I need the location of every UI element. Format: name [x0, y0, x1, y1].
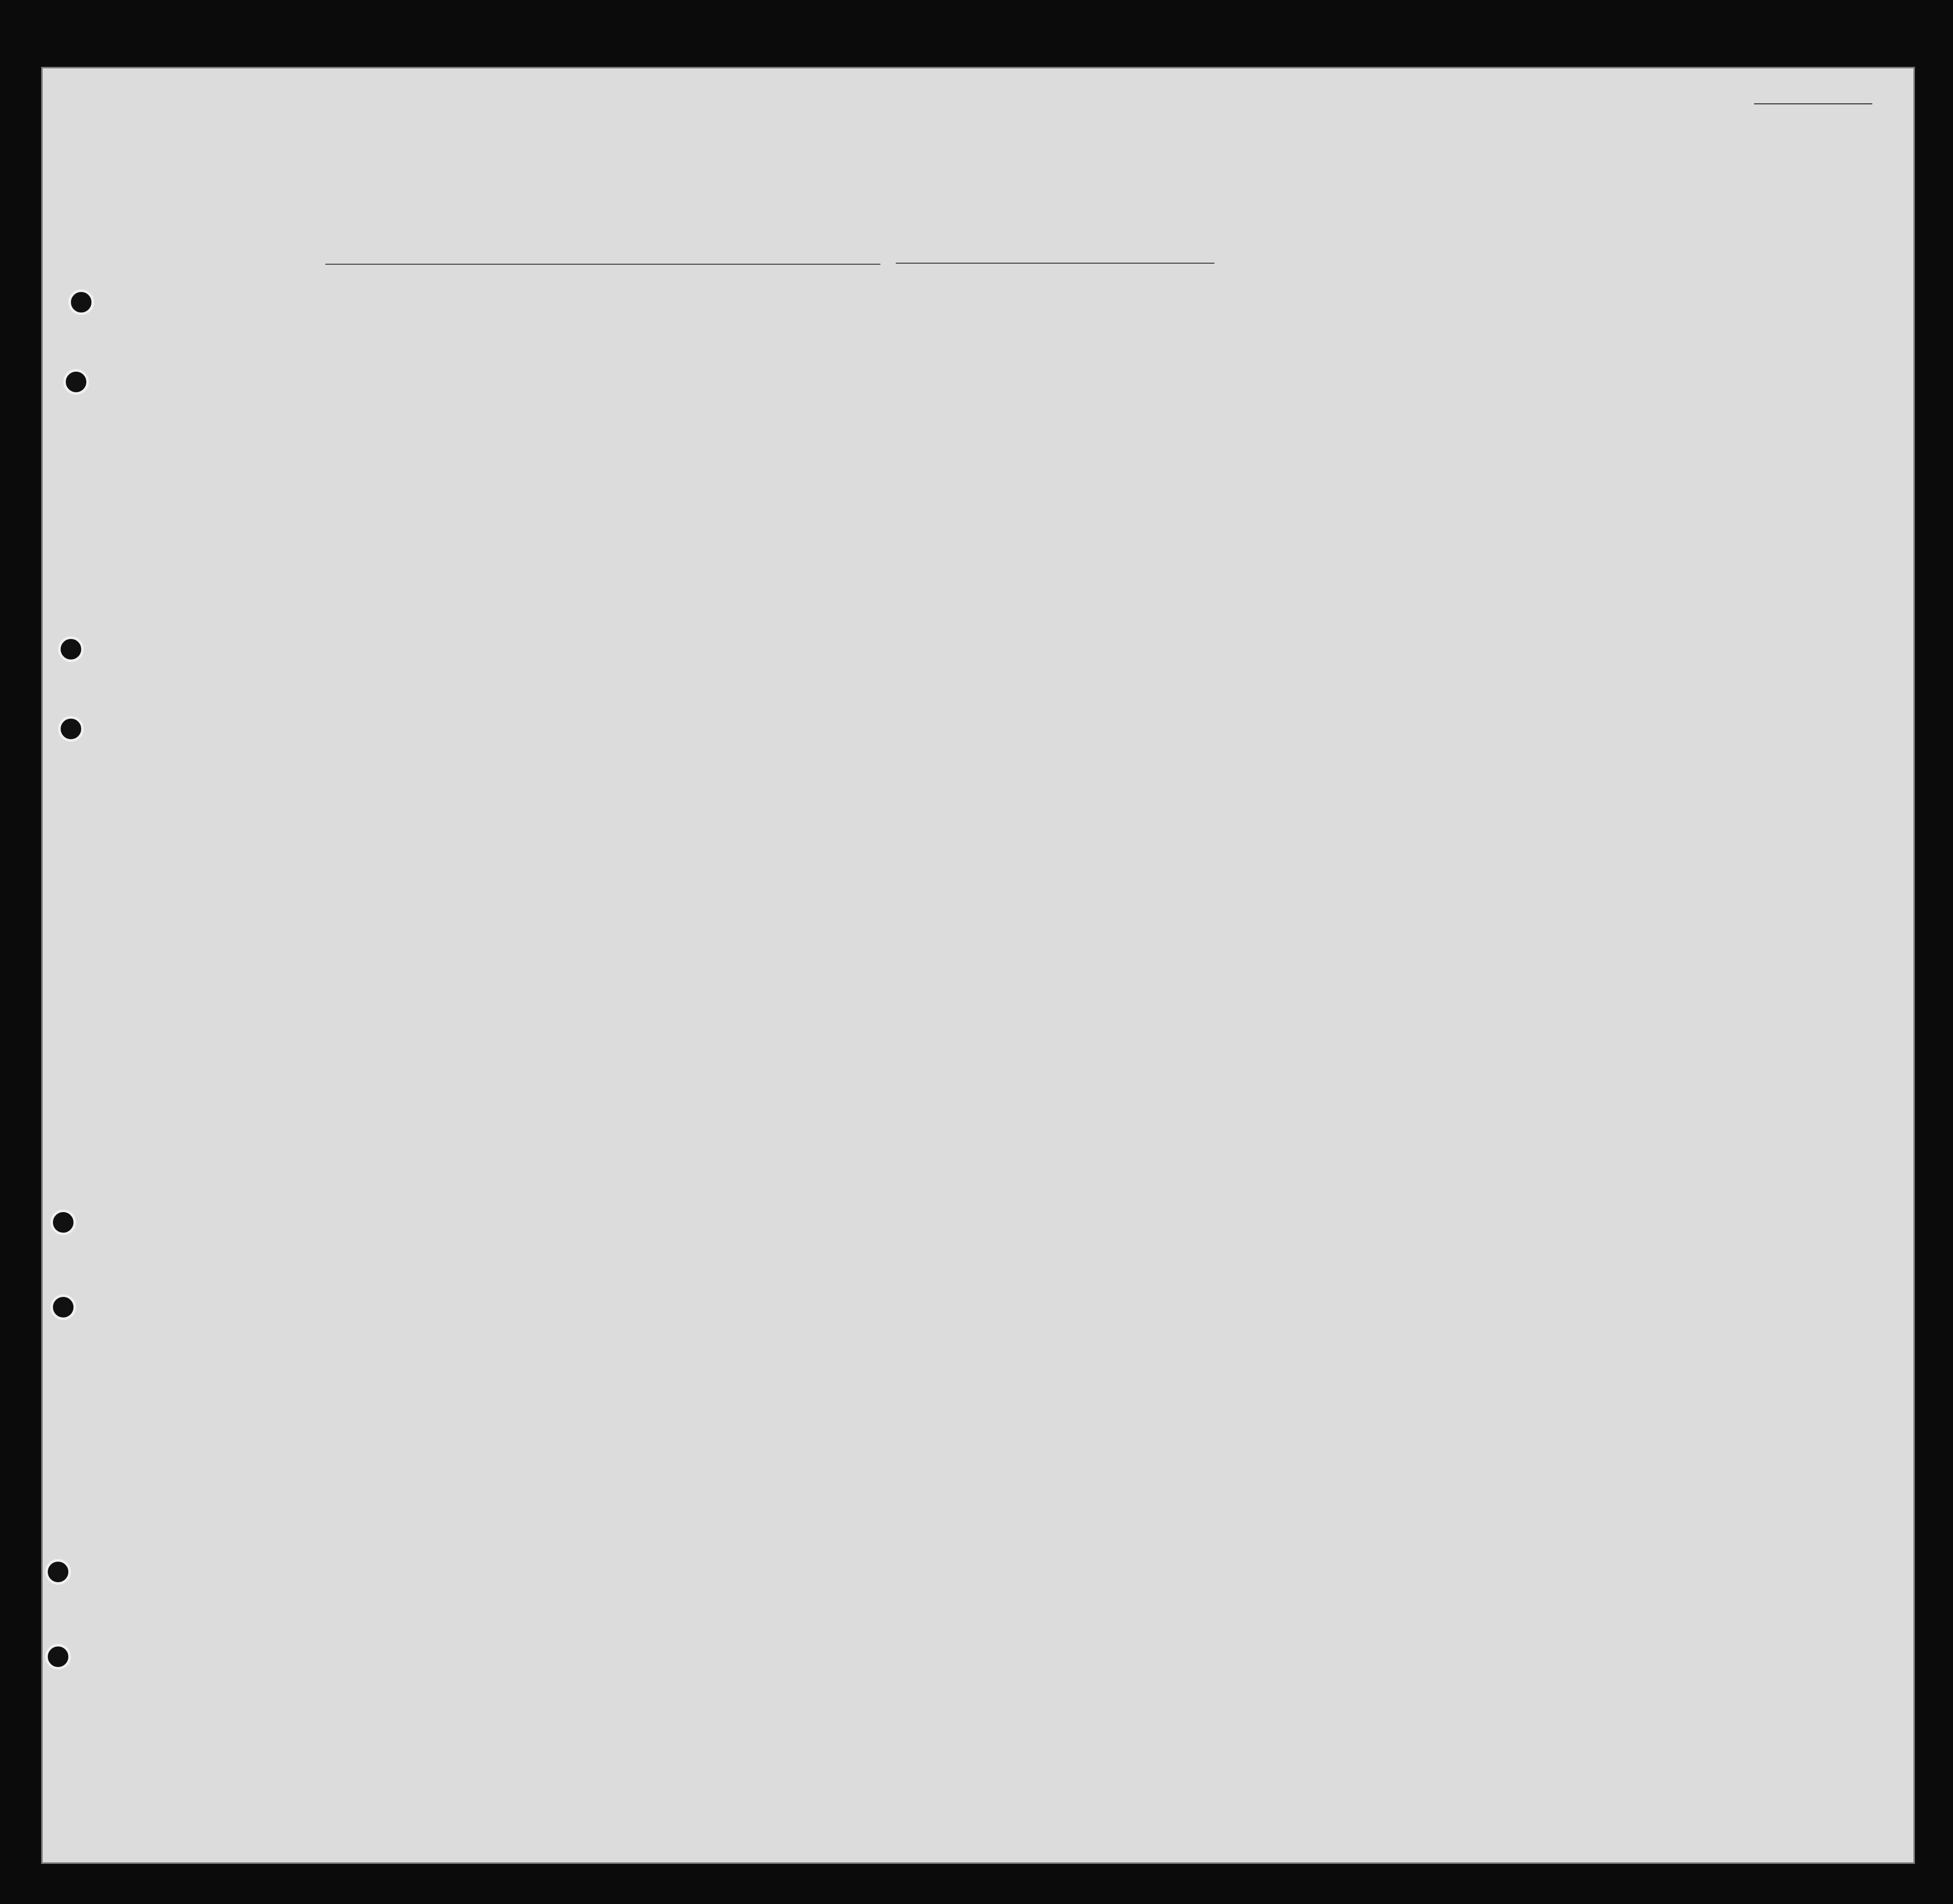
manifest-table: [43, 68, 1913, 1862]
manifest-sheet: [41, 67, 1915, 1864]
